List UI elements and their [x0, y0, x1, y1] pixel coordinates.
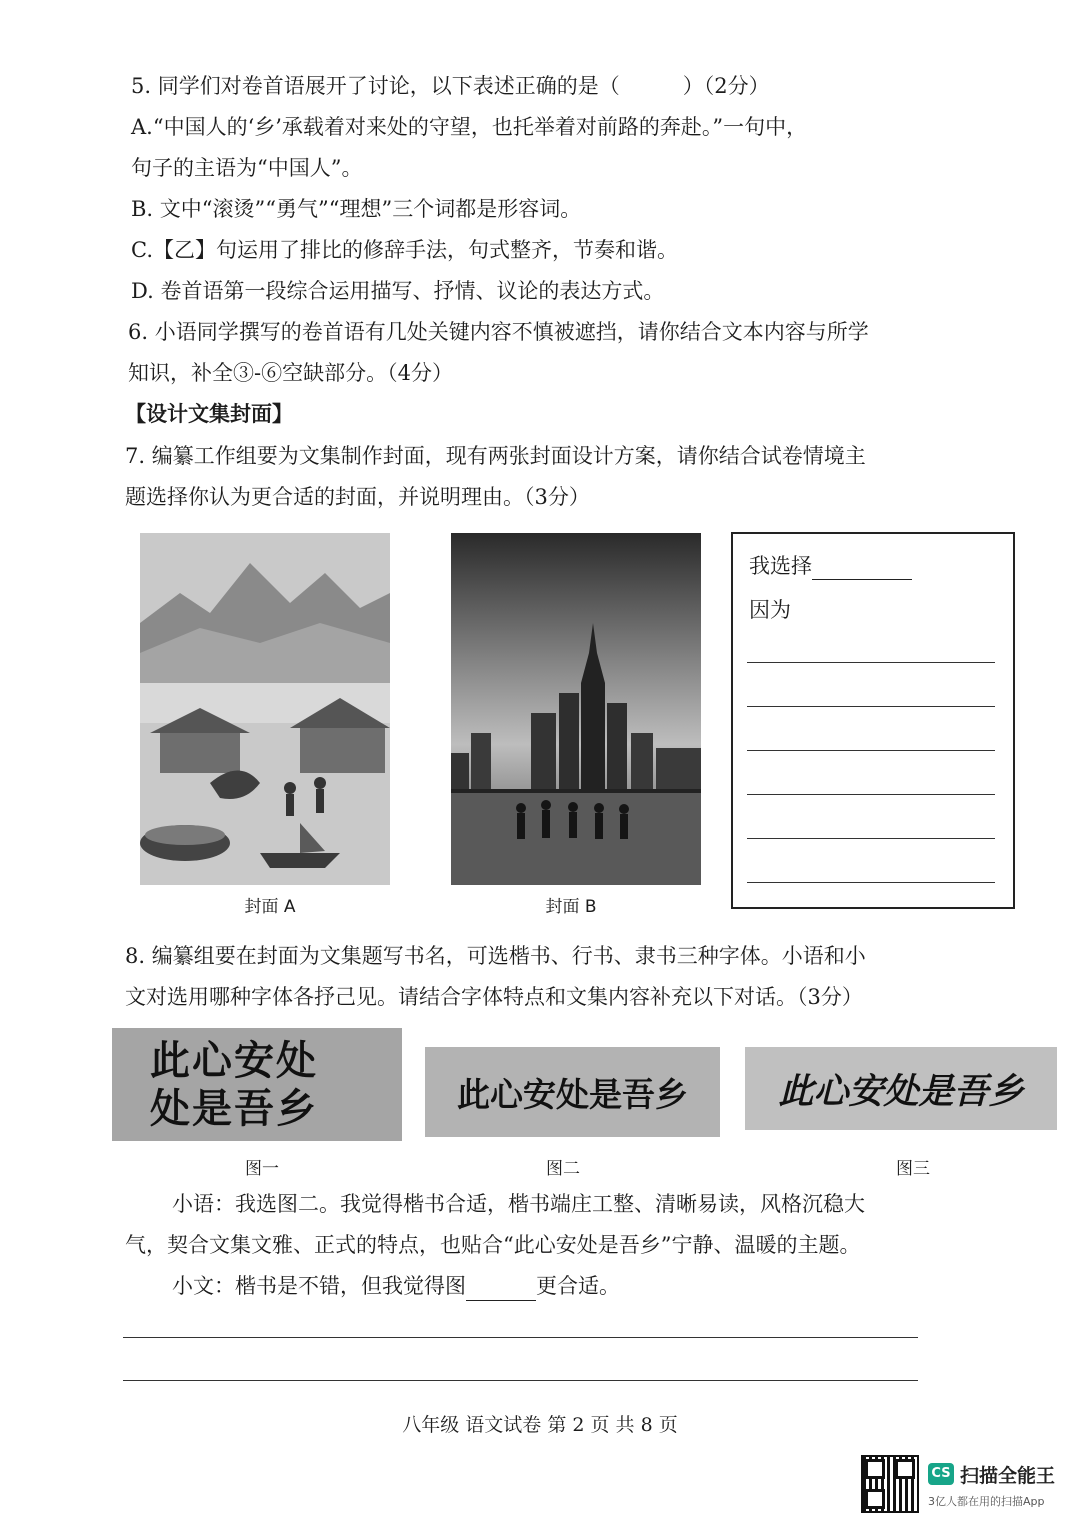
q5-option-b: B. 文中“滚烫”“勇气”“理想”三个词都是形容词。	[131, 197, 582, 221]
answer-line[interactable]	[747, 662, 995, 663]
cover-b-caption: 封面 B	[545, 897, 597, 917]
cover-b-image	[451, 533, 701, 885]
q5-option-a-line2: 句子的主语为“中国人”。	[131, 156, 363, 180]
xiaowen-line	[172, 1271, 620, 1301]
because-label: 因为	[749, 598, 791, 622]
q6-line1: 6. 小语同学撰写的卷首语有几处关键内容不慎被遮挡，请你结合文本内容与所学	[128, 320, 869, 344]
q8-answer-line[interactable]	[123, 1380, 918, 1381]
q5-option-a-line1: A.“中国人的‘乡’承载着对来处的守望，也托举着对前路的奔赴。”一句中，	[131, 115, 808, 139]
cover-a-illustration	[140, 533, 390, 885]
font-sample-1-line1: 此心安处	[150, 1037, 318, 1084]
q5-option-c: C.【乙】句运用了排比的修辞手法，句式整齐，节奏和谐。	[131, 238, 678, 262]
font-sample-3-text: 此心安处是吾乡	[778, 1071, 1024, 1111]
font-sample-1-line2: 处是吾乡	[150, 1085, 318, 1132]
xiaowen-text-after: 更合适。	[536, 1274, 620, 1298]
cover-a-image	[140, 533, 390, 885]
font-sample-3	[745, 1047, 1057, 1130]
scanner-badge-icon: CS	[928, 1463, 954, 1485]
q5-option-d: D. 卷首语第一段综合运用描写、抒情、议论的表达方式。	[131, 279, 665, 303]
cover-b-illustration	[451, 533, 701, 885]
xiaowen-blank[interactable]	[466, 1274, 536, 1301]
font-sample-1	[112, 1028, 402, 1141]
q8-line2: 文对选用哪种字体各抒己见。请结合字体特点和文集内容补充以下对话。（3分）	[125, 985, 863, 1009]
scanner-tagline: 3亿人都在用的扫描App	[928, 1495, 1045, 1508]
qr-finder-1	[865, 1459, 885, 1479]
q5-stem: 5. 同学们对卷首语展开了讨论，以下表述正确的是（ ）（2分）	[131, 74, 770, 98]
section-title: 【设计文集封面】	[125, 401, 293, 426]
answer-line[interactable]	[747, 706, 995, 707]
choose-blank[interactable]	[812, 555, 912, 580]
answer-line[interactable]	[747, 750, 995, 751]
fig3-caption: 图三	[896, 1159, 930, 1179]
font-sample-2	[425, 1047, 720, 1137]
qr-code	[863, 1457, 917, 1511]
q7-line2: 题选择你认为更合适的封面，并说明理由。（3分）	[125, 485, 590, 509]
q8-answer-line[interactable]	[123, 1337, 918, 1338]
q6-line2: 知识，补全③-⑥空缺部分。（4分）	[128, 361, 453, 385]
font-sample-2-text: 此心安处是吾乡	[457, 1074, 688, 1114]
q7-answer-box	[731, 532, 1015, 909]
answer-line[interactable]	[747, 882, 995, 883]
choose-label: 我选择	[749, 550, 912, 580]
q8-line1: 8. 编纂组要在封面为文集题写书名，可选楷书、行书、隶书三种字体。小语和小	[125, 944, 866, 968]
fig2-caption: 图二	[546, 1159, 580, 1179]
page-footer: 八年级 语文试卷 第 2 页 共 8 页	[402, 1414, 678, 1436]
xiaoyu-line1: 小语：我选图二。我觉得楷书合适，楷书端庄工整、清晰易读，风格沉稳大	[172, 1192, 865, 1216]
answer-line[interactable]	[747, 794, 995, 795]
xiaowen-text-before: 小文：楷书是不错，但我觉得图	[172, 1274, 466, 1298]
cover-a-caption: 封面 A	[244, 897, 296, 917]
fig1-caption: 图一	[245, 1159, 279, 1179]
answer-line[interactable]	[747, 838, 995, 839]
qr-finder-2	[895, 1459, 915, 1479]
scanner-name: 扫描全能王	[960, 1465, 1056, 1487]
qr-finder-3	[865, 1489, 885, 1509]
q7-line1: 7. 编纂工作组要为文集制作封面，现有两张封面设计方案，请你结合试卷情境主	[125, 444, 866, 468]
xiaoyu-line2: 气，契合文集文雅、正式的特点，也贴合“此心安处是吾乡”宁静、温暖的主题。	[125, 1233, 861, 1257]
